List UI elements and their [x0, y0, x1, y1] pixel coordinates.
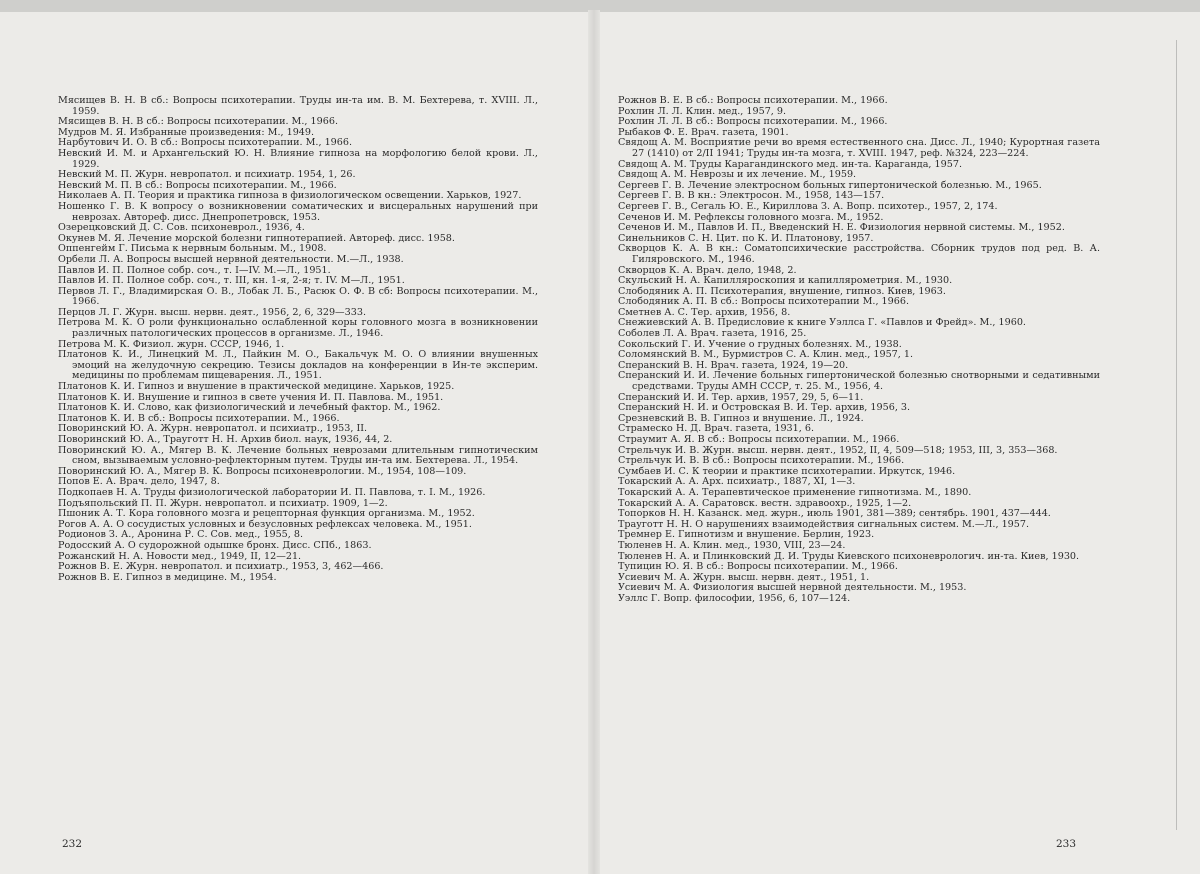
bibliography-entry: Невский М. П. Журн. невропатол. и психиатр. 1954, 1, 26.	[58, 169, 356, 181]
bibliography-entry: Рожнов В. Е. В сб.: Вопросы психотерапии. М., 1966.	[618, 95, 888, 106]
bibliography-entry: Подъяпольский П. П. Журн. невропатол. и психиатр. 1909, 1—2.	[58, 497, 388, 509]
bibliography-entry: Стрельчук И. В. Журн. высш. нервн. деят., 1952, II, 4, 509—518; 1953, III, 3, 353—368.	[618, 444, 1058, 456]
bibliography-entry: Уэллс Г. Вопр. философии, 1956, 6, 107—124.	[618, 592, 851, 604]
bibliography-entry: Топорков Н. Н. Казанск. мед. журн., июль 1901, 381—389; сентябрь. 1901, 437—444.	[618, 508, 1051, 520]
bibliography-entry: Сперанский И. И. Лечение больных гипертонической болезнью снотворными и седативными средствами. Труды АМН СССР, т. 25. М., 1956, 4.	[618, 370, 1100, 393]
bibliography-entry: Срезневский В. В. Гипноз и внушение. Л., 1924.	[618, 412, 864, 424]
bibliography-entry: Сперанский И. И. Тер. архив, 1957, 29, 5, 6—11.	[618, 391, 864, 403]
bibliography-entry: Слободяник А. П. В сб.: Вопросы психотерапии М., 1966.	[618, 296, 910, 308]
bibliography-entry: Сергеев Г. В., Сегаль Ю. Е., Кириллова З. А. Вопр. психотер., 1957, 2, 174.	[618, 200, 998, 212]
bibliography-entry: Сергеев Г. В. В кн.: Электросон. М., 1958, 143—157.	[618, 190, 885, 202]
bibliography-entry: Сеченов И. М., Павлов И. П., Введенский Н. Е. Физиология нервной системы. М., 1952.	[618, 222, 1065, 234]
bibliography-entry: Свядощ А. М. Труды Карагандинского мед. ин-та. Караганда, 1957.	[618, 158, 962, 170]
bibliography-entry: Ношенко Г. В. К вопросу о возникновении соматических и висцеральных нарушений при неврозах. Автореф. дисс. Днепропетровск, 1953.	[58, 200, 538, 223]
bibliography-entry: Сумбаев И. С. К теории и практике психотерапии. Иркутск, 1946.	[618, 465, 956, 477]
bibliography-entry: Рожнов В. Е. Журн. невропатол. и психиатр., 1953, 3, 462—466.	[58, 561, 384, 573]
bibliography-entry: Мясищев В. Н. В сб.: Вопросы психотерапии. Труды ин-та им. В. М. Бехтерева, т. XVIII. Л., 1959.	[58, 95, 538, 117]
bibliography-entry: Тупицин Ю. Я. В сб.: Вопросы психотерапии. М., 1966.	[618, 561, 898, 573]
bibliography-entry: Сметнев А. С. Тер. архив, 1956, 8.	[618, 306, 791, 318]
bibliography-entry: Токарский А. А. Терапевтическое применение гипнотизма. М., 1890.	[618, 486, 972, 498]
bibliography-entry: Поворинский Ю. А., Мягер В. К. Лечение больных неврозами длительным гипнотическим сном, вызываемым условно-рефлекторным путем. Труды ин-та им. Бехтерева. Л., 1954.	[58, 444, 538, 467]
bibliography-entry: Платонов К. И. В сб.: Вопросы психотерапии. М., 1966.	[58, 412, 340, 424]
bibliography-entry: Сперанский В. Н. Врач. газета, 1924, 19—20.	[618, 359, 849, 371]
bibliography-entry: Невский М. П. В сб.: Вопросы психотерапии. М., 1966.	[58, 179, 337, 191]
scan-top-edge	[0, 0, 1200, 12]
bibliography-entry: Скульский Н. А. Капилляроскопия и капиллярометрия. М., 1930.	[618, 275, 953, 287]
bibliography-entry: Стрельчук И. В. В сб.: Вопросы психотерапии. М., 1966.	[618, 455, 905, 467]
bibliography-entry: Николаев А. П. Теория и практика гипноза в физиологическом освещении. Харьков, 1927.	[58, 190, 522, 202]
bibliography-entry: Тюленев Н. А. и Плинковский Д. И. Труды Киевского психоневрологич. ин-та. Киев, 1930.	[618, 550, 1080, 562]
bibliography-entry: Свядощ А. М. Неврозы и их лечение. М., 1959.	[618, 169, 857, 181]
bibliography-entry: Рожанский Н. А. Новости мед., 1949, II, 12—21.	[58, 550, 302, 562]
left-page	[58, 96, 538, 583]
bibliography-entry: Сперанский Н. И. и Островская В. И. Тер. архив, 1956, 3.	[618, 402, 911, 414]
bibliography-entry: Рохлин Л. Л. Клин. мед., 1957, 9.	[618, 105, 787, 117]
bibliography-entry: Страмеско Н. Д. Врач. газета, 1931, 6.	[618, 423, 815, 435]
bibliography-entry: Сеченов И. М. Рефлексы головного мозга. М., 1952.	[618, 211, 884, 223]
bibliography-entry: Соболев Л. А. Врач. газета, 1916, 25.	[618, 328, 807, 340]
bibliography-entry: Синельников С. Н. Цит. по К. И. Платонову, 1957.	[618, 232, 874, 244]
bibliography-entry: Токарский А. А. Арх. психиатр., 1887, XI, 1—3.	[618, 476, 856, 488]
bibliography-entry: Петрова М. К. Физиол. журн. СССР, 1946, 1.	[58, 338, 285, 350]
bibliography-entry: Тюленев Н. А. Клин. мед., 1930, VIII, 23—24.	[618, 539, 846, 551]
bibliography-entry: Нарбутович И. О. В сб.: Вопросы психотерапии. М., 1966.	[58, 137, 353, 149]
bibliography-entry: Скворцов К. А. В кн.: Соматопсихические расстройства. Сборник трудов под ред. В. А. Гиляровского. М., 1946.	[618, 243, 1100, 265]
bibliography-entry: Поворинский Ю. А., Трауготт Н. Н. Архив биол. наук, 1936, 44, 2.	[58, 434, 393, 445]
bibliography-entry: Слободяник А. П. Психотерапия, внушение, гипноз. Киев, 1963.	[618, 285, 946, 297]
bibliography-entry: Орбели Л. А. Вопросы высшей нервной деятельности. М.—Л., 1938.	[58, 253, 404, 265]
bibliography-entry: Рожнов В. Е. Гипноз в медицине. М., 1954.	[58, 571, 277, 583]
bibliography-entry: Усиевич М. А. Физиология высшей нервной деятельности. М., 1953.	[618, 582, 967, 594]
bibliography-entry: Платонов К. И. Гипноз и внушение в практической медицине. Харьков, 1925.	[58, 381, 455, 393]
bibliography-entry: Родионов З. А., Аронина Р. С. Сов. мед., 1955, 8.	[58, 529, 304, 541]
bibliography-entry: Пшоник А. Т. Кора головного мозга и рецепторная функция организма. М., 1952.	[58, 508, 475, 520]
bibliography-entry: Мудров М. Я. Избранные произведения: М., 1949.	[58, 126, 315, 138]
bibliography-entry: Платонов К. И. Слово, как физиологический и лечебный фактор. М., 1962.	[58, 402, 441, 414]
bibliography-entry: Сокольский Г. И. Учение о грудных болезнях. М., 1938.	[618, 338, 902, 350]
bibliography-entry: Платонов К. И. Внушение и гипноз в свете учения И. П. Павлова. М., 1951.	[58, 391, 444, 403]
bibliography-entry: Трауготт Н. Н. О нарушениях взаимодействия сигнальных систем. М.—Л., 1957.	[618, 518, 1030, 530]
page-edge	[1176, 40, 1177, 830]
bibliography-entry: Усиевич М. А. Журн. высш. нервн. деят., 1951, 1.	[618, 571, 870, 583]
left-page-number: 232	[62, 838, 83, 850]
bibliography-entry: Токарский А. А. Саратовск. вестн. здравоохр., 1925, 1—2.	[618, 497, 912, 509]
bibliography-entry: Соломянский В. М., Бурмистров С. А. Клин. мед., 1957, 1.	[618, 349, 914, 361]
right-page-number: 233	[1056, 838, 1077, 850]
bibliography-entry: Рохлин Л. Л. В сб.: Вопросы психотерапии. М., 1966.	[618, 116, 888, 128]
bibliography-entry: Озерецковский Д. С. Сов. психоневрол., 1936, 4.	[58, 222, 305, 234]
bibliography-entry: Окунев М. Я. Лечение морской болезни гипнотерапией. Автореф. дисс. 1958.	[58, 232, 455, 244]
bibliography-entry: Перцов Л. Г. Журн. высш. нервн. деят., 1956, 2, 6, 329—333.	[58, 306, 367, 318]
bibliography-entry: Скворцов К. А. Врач. дело, 1948, 2.	[618, 264, 797, 276]
bibliography-entry: Платонов К. И., Линецкий М. Л., Пайкин М. О., Бакальчук М. О. О влиянии внушенных эмоций на желудочную секрецию. Тезисы докладов на конференции в Ин-те эксперим. медицины по проблемам пищеварения. Л., 1951.	[58, 349, 538, 382]
bibliography-entry: Рогов А. А. О сосудистых условных и безусловных рефлексах человека. М., 1951.	[58, 518, 472, 530]
bibliography-entry: Павлов И. П. Полное собр. соч., т. III, кн. 1-я, 2-я; т. IV. М—Л., 1951.	[58, 275, 405, 287]
bibliography-entry: Оппенгейм Г. Письма к нервным больным. М., 1908.	[58, 243, 327, 255]
bibliography-entry: Петрова М. К. О роли функционально ослабленной коры головного мозга в возникновении различных патологических процессов в организме. Л., 1946.	[58, 317, 538, 340]
bibliography-entry: Невский И. М. и Архангельский Ю. Н. Влияние гипноза на морфологию белой крови. Л., 1929.	[58, 147, 538, 170]
bibliography-entry: Родосский А. О судорожной одышке бронх. Дисс. СПб., 1863.	[58, 539, 372, 551]
bibliography-entry: Подкопаев Н. А. Труды физиологической лаборатории И. П. Павлова, т. I. М., 1926.	[58, 486, 486, 498]
bibliography-entry: Поворинский Ю. А. Журн. невропатол. и психиатр., 1953, II.	[58, 423, 368, 435]
bibliography-entry: Первов Л. Г., Владимирская О. В., Лобак Л. Б., Расюк О. Ф. В сб: Вопросы психотерапии. М., 1966.	[58, 285, 538, 308]
bibliography-entry: Мясищев В. Н. В сб.: Вопросы психотерапии. М., 1966.	[58, 116, 338, 128]
bibliography-entry: Страумит А. Я. В сб.: Вопросы психотерапии. М., 1966.	[618, 434, 900, 445]
bibliography-entry: Сергеев Г. В. Лечение электросном больных гипертонической болезнью. М., 1965.	[618, 179, 1042, 191]
bibliography-entry: Павлов И. П. Полное собр. соч., т. I—IV. М.—Л., 1951.	[58, 264, 331, 276]
bibliography-entry: Попов Е. А. Врач. дело, 1947, 8.	[58, 476, 220, 488]
bibliography-entry: Рыбаков Ф. Е. Врач. газета, 1901.	[618, 126, 789, 138]
bibliography-entry: Свядощ А. М. Восприятие речи во время естественного сна. Дисс. Л., 1940; Курортная газета 27 (1410) от 2/II 1941; Труды ин-та мозга, т. XVIII. 1947, реф. №324, 223—224.	[618, 137, 1100, 159]
book-gutter	[588, 10, 600, 874]
right-page	[618, 96, 1100, 605]
bibliography-entry: Тремнер Е. Гипнотизм и внушение. Берлин, 1923.	[618, 529, 875, 541]
bibliography-entry: Снежиевский А. В. Предисловие к книге Уэллса Г. «Павлов и Фрейд». М., 1960.	[618, 317, 1026, 329]
bibliography-entry: Поворинский Ю. А., Мягер В. К. Вопросы психоневрологии. М., 1954, 108—109.	[58, 465, 467, 477]
